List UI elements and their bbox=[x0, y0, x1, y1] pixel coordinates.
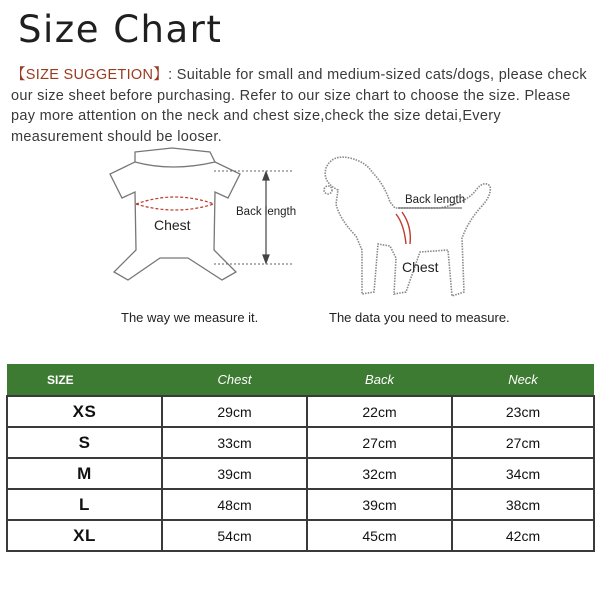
back-cell: 27cm bbox=[307, 427, 452, 458]
size-cell: XS bbox=[7, 396, 162, 427]
neck-cell: 27cm bbox=[452, 427, 594, 458]
size-suggestion-body: : Suitable for small and medium-sized cats/dogs, please check our size sheet before purchasing. Refer to our size chart to choose the size. Please pay more attention on the neck and chest size,check the size detai,Every measurement should be looser. bbox=[11, 67, 587, 145]
size-suggestion-text bbox=[11, 65, 596, 147]
dog-outline-icon bbox=[324, 157, 490, 296]
table-row bbox=[7, 427, 594, 458]
chest-cell: 33cm bbox=[162, 427, 307, 458]
chest-cell: 54cm bbox=[162, 520, 307, 551]
page-title: Size Chart bbox=[18, 8, 223, 51]
size-table-header bbox=[7, 364, 594, 396]
right-chest-label: Chest bbox=[402, 259, 439, 275]
measurement-figures bbox=[0, 140, 600, 340]
back-cell: 22cm bbox=[307, 396, 452, 427]
header-back: Back bbox=[307, 364, 452, 396]
garment-outline-icon bbox=[110, 148, 240, 280]
size-suggestion-tag: 【SIZE SUGGETION】 bbox=[11, 67, 169, 83]
table-row bbox=[7, 520, 594, 551]
table-row bbox=[7, 489, 594, 520]
header-size: SIZE bbox=[7, 364, 162, 396]
header-neck: Neck bbox=[452, 364, 594, 396]
chest-measure-line bbox=[136, 197, 214, 210]
table-row bbox=[7, 458, 594, 489]
chest-cell: 29cm bbox=[162, 396, 307, 427]
neck-cell: 34cm bbox=[452, 458, 594, 489]
measurement-illustrations bbox=[0, 140, 600, 340]
back-cell: 32cm bbox=[307, 458, 452, 489]
size-table bbox=[6, 364, 595, 552]
size-cell: M bbox=[7, 458, 162, 489]
left-figure-caption: The way we measure it. bbox=[121, 310, 259, 325]
table-row bbox=[7, 396, 594, 427]
back-cell: 45cm bbox=[307, 520, 452, 551]
neck-cell: 23cm bbox=[452, 396, 594, 427]
size-cell: XL bbox=[7, 520, 162, 551]
chest-cell: 48cm bbox=[162, 489, 307, 520]
right-back-length-label: Back length bbox=[405, 194, 466, 206]
size-cell: S bbox=[7, 427, 162, 458]
right-figure-caption: The data you need to measure. bbox=[329, 310, 510, 325]
left-back-length-label: Back length bbox=[236, 206, 297, 218]
neck-cell: 42cm bbox=[452, 520, 594, 551]
dog-chest-line bbox=[396, 212, 410, 244]
left-chest-label: Chest bbox=[154, 217, 191, 233]
size-cell: L bbox=[7, 489, 162, 520]
header-chest: Chest bbox=[162, 364, 307, 396]
neck-cell: 38cm bbox=[452, 489, 594, 520]
chest-cell: 39cm bbox=[162, 458, 307, 489]
back-cell: 39cm bbox=[307, 489, 452, 520]
